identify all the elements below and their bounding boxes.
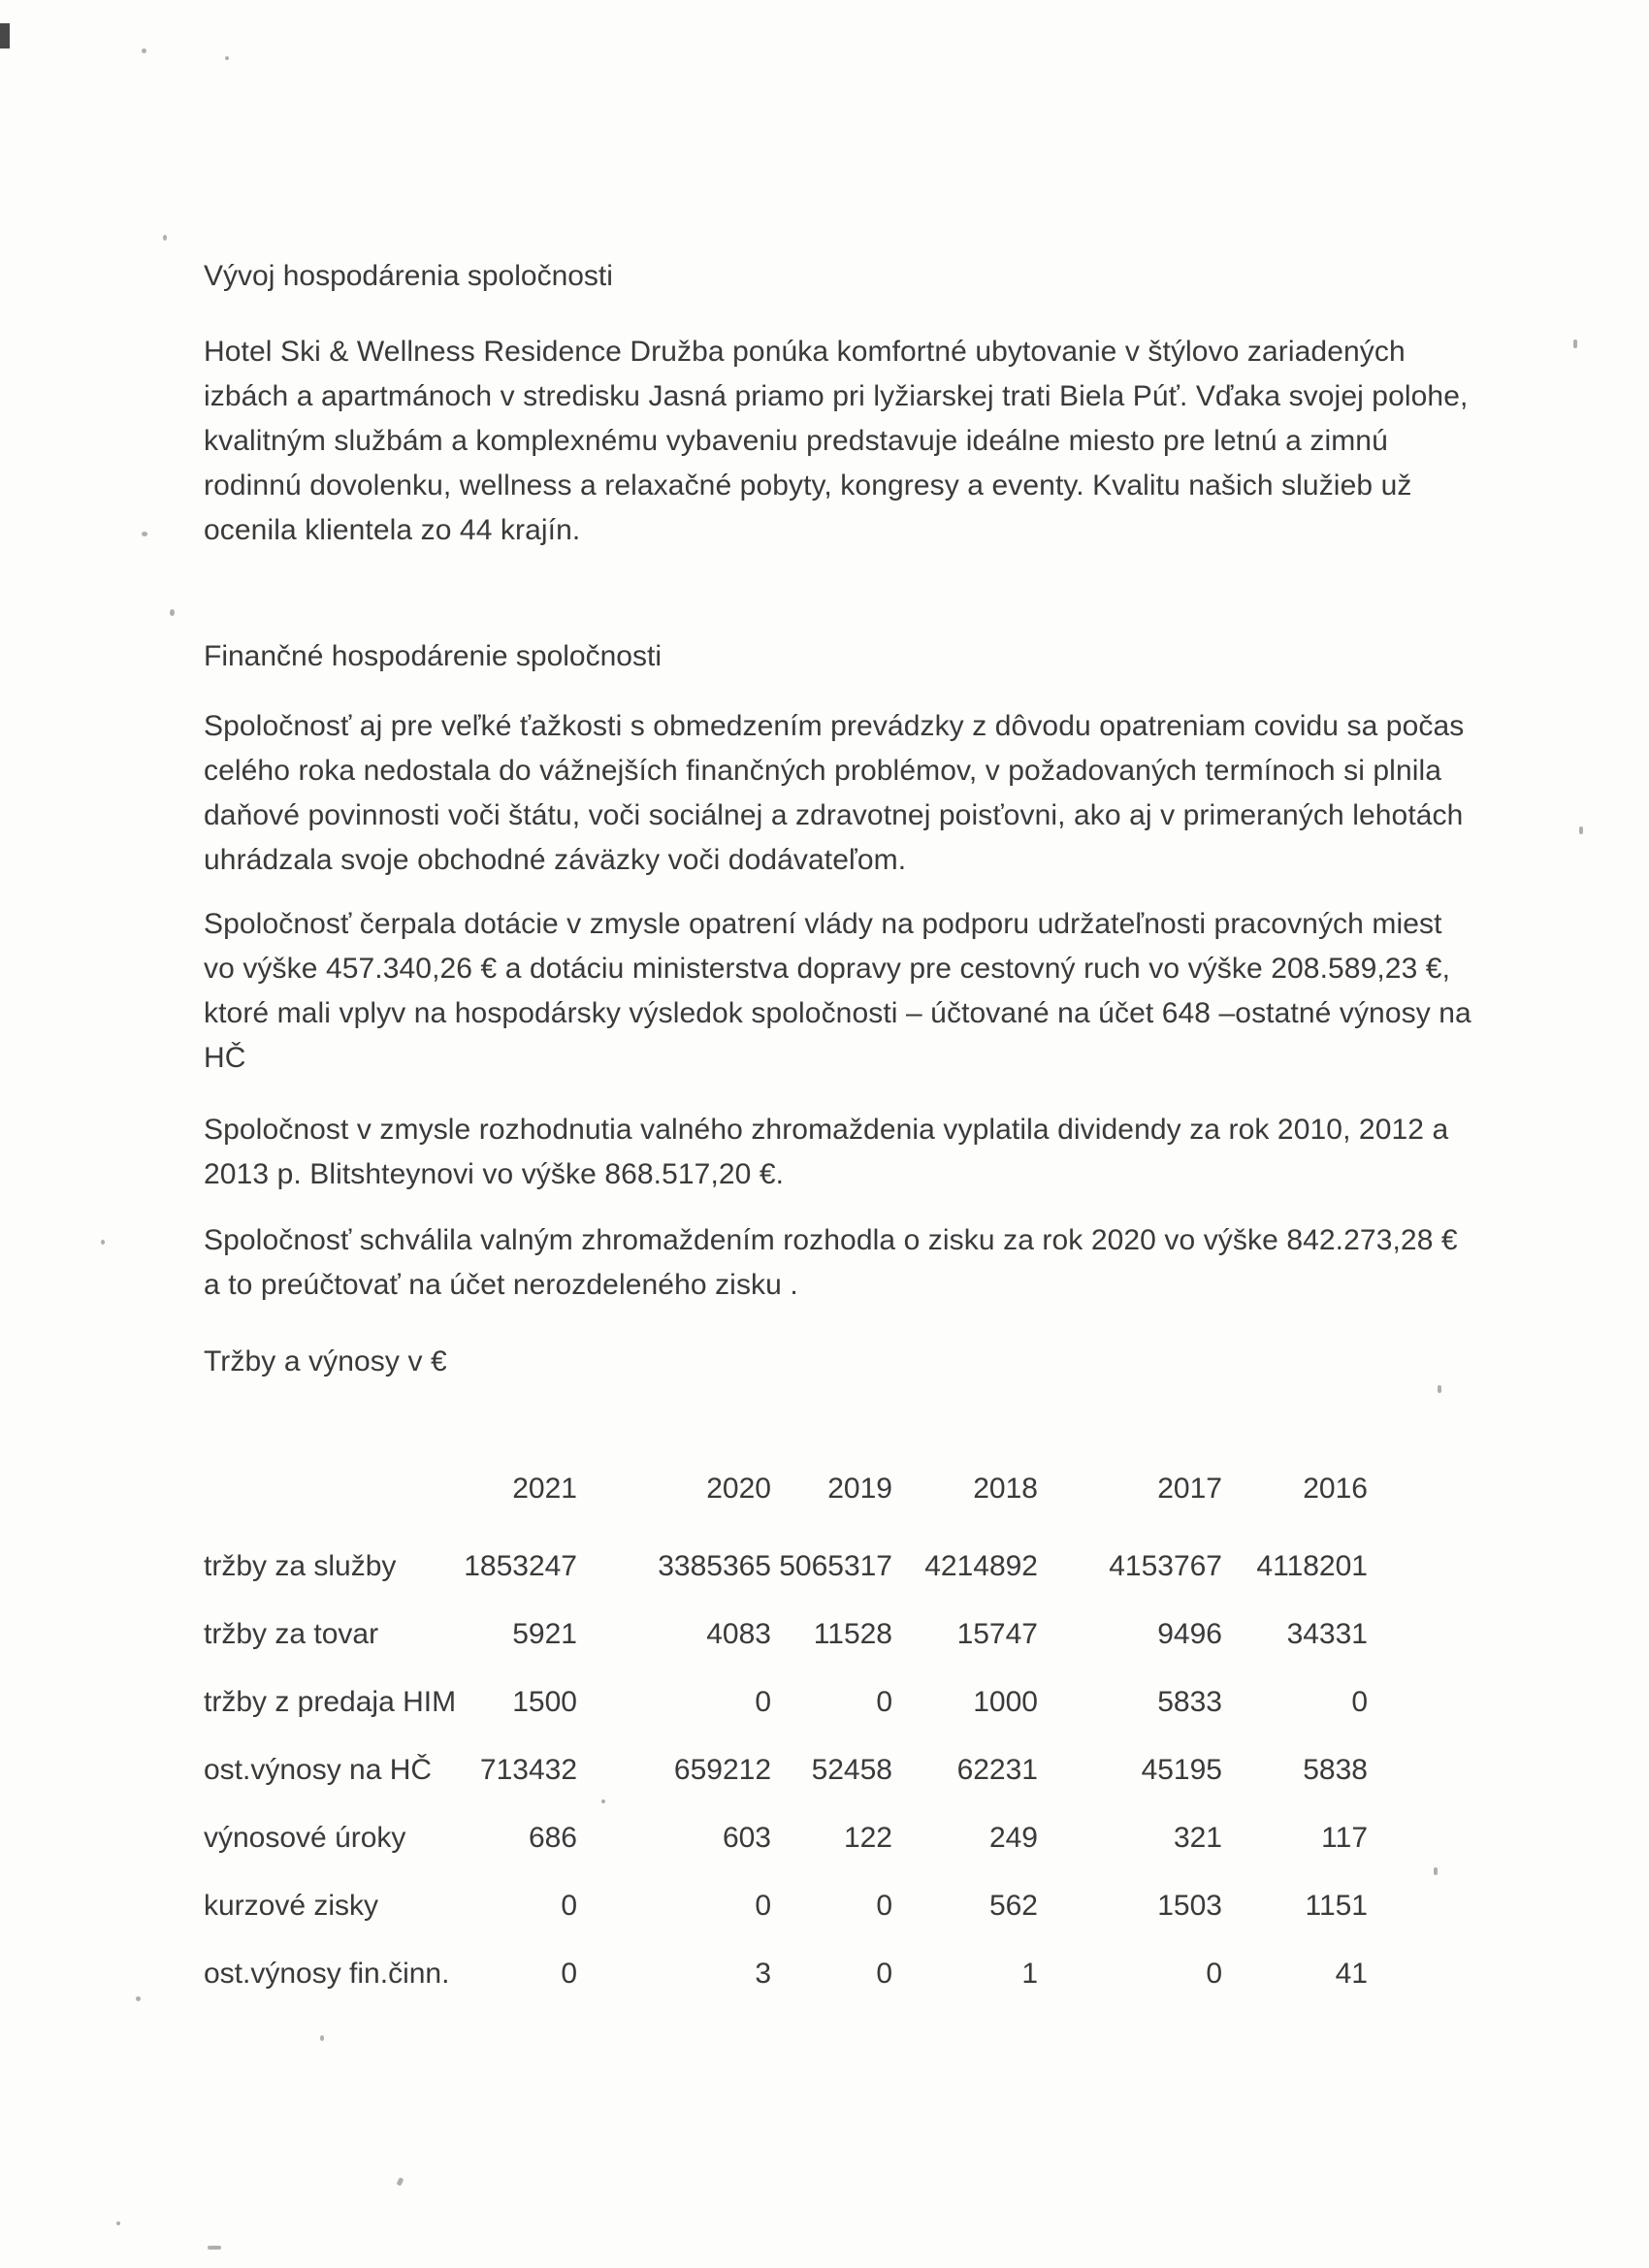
- table-cell: 1: [1021, 1958, 1038, 1990]
- table-cell: 0: [1206, 1958, 1222, 1990]
- table-cell: 41: [1335, 1958, 1368, 1990]
- year-header: 2017: [1157, 1473, 1222, 1505]
- table-cell: 11528: [813, 1618, 892, 1650]
- paragraph-covid: Spoločnosť aj pre veľké ťažkosti s obmedzením prevádzky z dôvodu opatreniam covidu sa počas celého roka nedostala do vážnejších finančných problémov, v požadovaných termínoch si plnila daňové povinnosti voči štátu, voči sociálnej a zdravotnej poisťovni, ako aj v primeraných lehotách uhrádzala svoje obchodné záväzky voči dodávateľom.: [204, 710, 1465, 876]
- table-cell: 562: [988, 1890, 1038, 1922]
- table-row: [204, 1940, 1368, 2008]
- table-cell: 117: [1321, 1822, 1368, 1854]
- row-label: výnosové úroky: [204, 1822, 406, 1854]
- table-title: Tržby a výnosy v €: [204, 1345, 447, 1377]
- table-cell: 52458: [811, 1754, 892, 1786]
- revenue-table: [204, 1470, 1368, 2008]
- table-corner-cell: [204, 1470, 456, 1533]
- table-cell: 1500: [512, 1686, 577, 1718]
- table-cell: 5833: [1157, 1686, 1222, 1718]
- paragraph-subsidies: Spoločnosť čerpala dotácie v zmysle opatrení vlády na podporu udržateľnosti pracovných miest vo výške 457.340,26 € a dotáciu ministerstva dopravy pre cestovný ruch vo výške 208.589,23 €, ktoré mali vplyv na hospodársky výsledok spoločnosti – účtované na účet 648 –ostatné výnosy na HČ: [204, 908, 1471, 1074]
- row-label: tržby z predaja HIM: [204, 1686, 457, 1718]
- scan-speck: [170, 609, 175, 616]
- scan-speck: [1579, 826, 1583, 834]
- scan-speck: [142, 532, 147, 536]
- scan-speck: [163, 235, 167, 241]
- table-row: [204, 1872, 1368, 1940]
- table-cell: 4153767: [1109, 1550, 1222, 1582]
- table-cell: 0: [755, 1890, 771, 1922]
- row-label: ost.výnosy na HČ: [204, 1754, 433, 1786]
- table-cell: 686: [528, 1822, 577, 1854]
- table-cell: 0: [1351, 1686, 1368, 1718]
- paragraph-dividends: Spoločnost v zmysle rozhodnutia valného zhromaždenia vyplatila dividendy za rok 2010, 2012 a 2013 p. Blitshteynovi vo výške 868.517,20 €.: [204, 1114, 1449, 1190]
- scan-speck: [1573, 340, 1577, 348]
- table-cell: 1000: [973, 1686, 1038, 1718]
- table-cell: 0: [876, 1686, 892, 1718]
- table-cell: 15747: [956, 1618, 1038, 1650]
- table-cell: 4214892: [924, 1550, 1038, 1582]
- section-heading-development: Vývoj hospodárenia spoločnosti: [204, 260, 613, 292]
- table-cell: 45195: [1141, 1754, 1222, 1786]
- table-cell: 34331: [1286, 1618, 1368, 1650]
- row-label: tržby za tovar: [204, 1618, 379, 1650]
- table-cell: 0: [755, 1686, 771, 1718]
- table-cell: 249: [988, 1822, 1038, 1854]
- table-cell: 0: [561, 1890, 577, 1922]
- paragraph-profit: Spoločnosť schválila valným zhromaždením rozhodla o zisku za rok 2020 vo výške 842.273,28 € a to preúčtovať na účet nerozdeleného zisku .: [204, 1224, 1458, 1301]
- scan-speck: [397, 2177, 404, 2186]
- table-cell: 321: [1173, 1822, 1222, 1854]
- table-row: [204, 1804, 1368, 1872]
- table-cell: 0: [876, 1958, 892, 1990]
- scan-speck: [116, 2221, 120, 2225]
- table-header-row: [204, 1470, 1368, 1533]
- paragraph-hotel-intro: Hotel Ski & Wellness Residence Družba ponúka komfortné ubytovanie v štýlovo zariadených izbách a apartmánoch v stredisku Jasná priamo pri lyžiarskej trati Biela Púť. Vďaka svojej polohe, kvalitným službám a komplexnému vybaveniu predstavuje ideálne miesto pre letnú a zimnú rodinnú dovolenku, wellness a relaxačné pobyty, kongresy a eventy. Kvalitu našich služieb už ocenila klientela zo 44 krajín.: [204, 336, 1469, 546]
- table-cell: 62231: [956, 1754, 1038, 1786]
- table-cell: 713432: [479, 1754, 577, 1786]
- document-content: [204, 254, 1474, 2008]
- year-header: 2016: [1303, 1473, 1368, 1505]
- year-header: 2019: [827, 1473, 892, 1505]
- table-cell: 0: [876, 1890, 892, 1922]
- table-cell: 1503: [1157, 1890, 1222, 1922]
- scan-speck: [1438, 1385, 1441, 1393]
- scan-speck: [136, 1996, 141, 2001]
- scan-speck: [320, 2035, 324, 2041]
- table-cell: 3385365: [658, 1550, 771, 1582]
- row-label: tržby za služby: [204, 1550, 397, 1582]
- row-label: ost.výnosy fin.činn.: [204, 1958, 450, 1990]
- table-cell: 5838: [1303, 1754, 1368, 1786]
- table-cell: 3: [755, 1958, 771, 1990]
- scan-speck: [142, 49, 146, 53]
- table-cell: 4118201: [1256, 1550, 1368, 1582]
- scan-edge-mark: [0, 23, 10, 49]
- table-row: [204, 1601, 1368, 1669]
- year-header: 2020: [706, 1473, 771, 1505]
- year-header: 2018: [973, 1473, 1038, 1505]
- table-cell: 603: [722, 1822, 771, 1854]
- scan-speck: [1434, 1867, 1438, 1875]
- table-cell: 1853247: [464, 1550, 577, 1582]
- table-cell: 0: [561, 1958, 577, 1990]
- scan-speck: [208, 2246, 221, 2250]
- table-row: [204, 1533, 1368, 1601]
- table-cell: 5065317: [779, 1550, 892, 1582]
- table-cell: 659212: [673, 1754, 771, 1786]
- table-cell: 1151: [1305, 1890, 1368, 1922]
- year-header: 2021: [512, 1473, 577, 1505]
- scan-speck: [101, 1240, 105, 1245]
- table-cell: 9496: [1157, 1618, 1222, 1650]
- scan-speck: [225, 56, 229, 60]
- table-row: [204, 1669, 1368, 1736]
- table-cell: 5921: [512, 1618, 577, 1650]
- table-row: [204, 1736, 1368, 1804]
- table-cell: 122: [843, 1822, 892, 1854]
- table-cell: 4083: [706, 1618, 771, 1650]
- scan-speck: [601, 1799, 605, 1803]
- row-label: kurzové zisky: [204, 1890, 379, 1922]
- section-heading-finance: Finančné hospodárenie spoločnosti: [204, 640, 662, 672]
